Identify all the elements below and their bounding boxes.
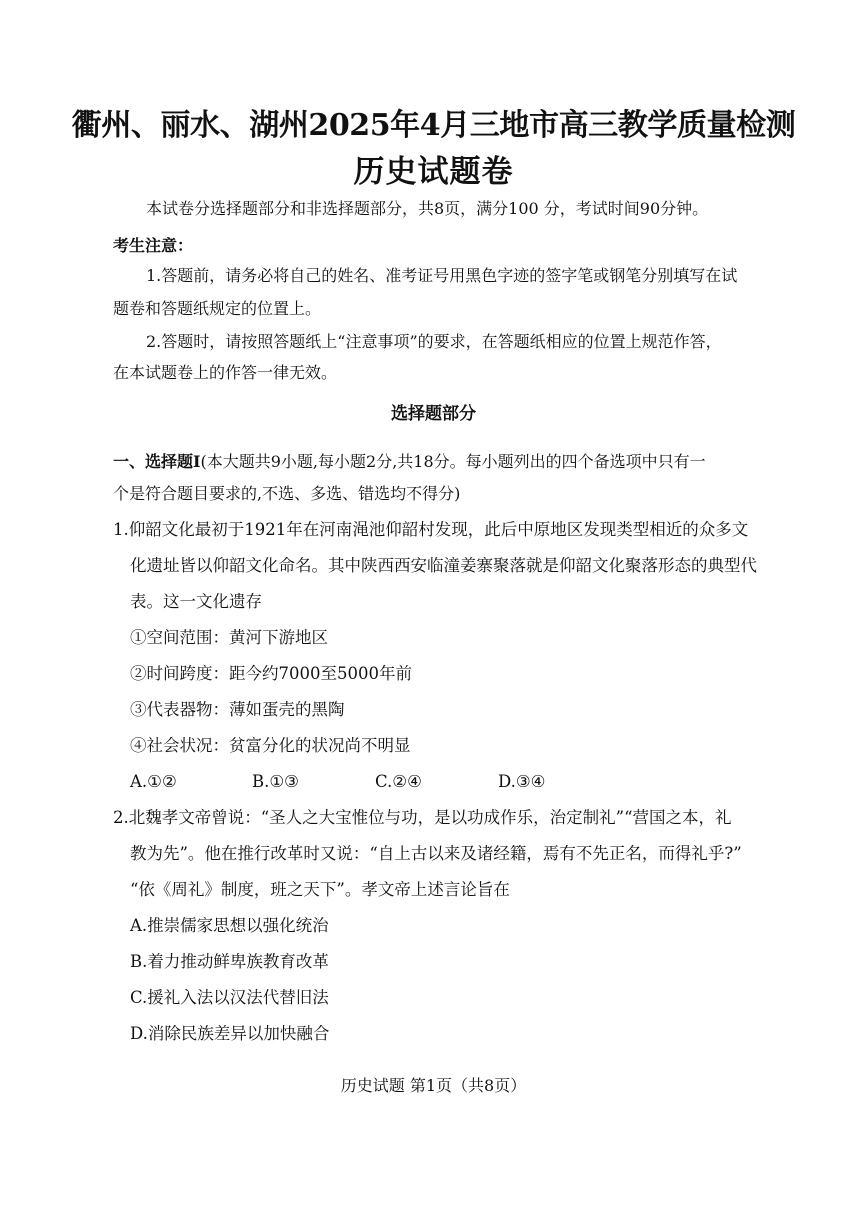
q1-stem-line-2: 化遗址皆以仰韶文化命名。其中陕西西安临潼姜寨聚落就是仰韶文化聚落形态的典型代 bbox=[130, 556, 757, 575]
q1-option-a: A.①② bbox=[130, 772, 177, 791]
part-description: (本大题共9小题,每小题2分,共18分。每小题列出的四个备选项中只有一 bbox=[200, 452, 706, 471]
q1-stem-line-3: 表。这一文化遗存 bbox=[130, 592, 262, 611]
exam-title: 衢州、丽水、湖州2025年4月三地市高三教学质量检测 bbox=[71, 108, 796, 143]
notice-item-1-line-1: 1.答题前，请务必将自己的姓名、准考证号用黑色字迹的签字笔或钢笔分别填写在试 bbox=[146, 266, 738, 285]
q1-statement-1: ①空间范围：黄河下游地区 bbox=[130, 628, 328, 647]
q2-stem-line-3: “依《周礼》制度，班之天下”。孝文帝上述言论旨在 bbox=[130, 880, 510, 899]
q1-option-c: C.②④ bbox=[375, 772, 422, 791]
q2-option-b: B.着力推动鲜卑族教育改革 bbox=[130, 952, 329, 971]
section-title: 选择题部分 bbox=[391, 404, 476, 424]
q1-statement-4: ④社会状况：贫富分化的状况尚不明显 bbox=[130, 736, 411, 755]
exam-intro: 本试卷分选择题部分和非选择题部分，共8页，满分100 分，考试时间90分钟。 bbox=[146, 199, 709, 218]
q2-option-c: C.援礼入法以汉法代替旧法 bbox=[130, 988, 329, 1007]
part-label: 一、选择题Ⅰ bbox=[113, 452, 201, 471]
q2-option-a: A.推崇儒家思想以强化统治 bbox=[130, 916, 329, 935]
q2-option-d: D.消除民族差异以加快融合 bbox=[130, 1024, 330, 1043]
page-footer: 历史试题 第1页（共8页） bbox=[340, 1076, 527, 1095]
notice-item-1-line-2: 题卷和答题纸规定的位置上。 bbox=[113, 299, 322, 318]
notice-item-2-line-1: 2.答题时，请按照答题纸上“注意事项”的要求，在答题纸相应的位置上规范作答， bbox=[146, 332, 722, 351]
part-header bbox=[113, 451, 706, 473]
q1-option-b: B.①③ bbox=[252, 772, 299, 791]
q1-statement-3: ③代表器物：薄如蛋壳的黑陶 bbox=[130, 700, 345, 719]
q2-stem-line-2: 教为先”。他在推行改革时又说：“自上古以来及诸经籍，焉有不先正名，而得礼乎?” bbox=[130, 844, 742, 863]
exam-subtitle: 历史试题卷 bbox=[353, 154, 514, 190]
q1-stem-line-1: 1.仰韶文化最初于1921年在河南渑池仰韶村发现，此后中原地区发现类型相近的众多文 bbox=[113, 520, 749, 539]
notice-label: 考生注意： bbox=[113, 236, 194, 255]
notice-item-2-line-2: 在本试题卷上的作答一律无效。 bbox=[113, 363, 338, 382]
part-description-line-2: 个是符合题目要求的,不选、多选、错选均不得分) bbox=[113, 484, 461, 503]
q2-stem-line-1: 2.北魏孝文帝曾说：“圣人之大宝惟位与功，是以功成作乐，治定制礼”“营国之本，礼 bbox=[113, 808, 732, 827]
q1-statement-2: ②时间跨度：距今约7000至5000年前 bbox=[130, 664, 412, 683]
q1-option-d: D.③④ bbox=[498, 772, 546, 791]
